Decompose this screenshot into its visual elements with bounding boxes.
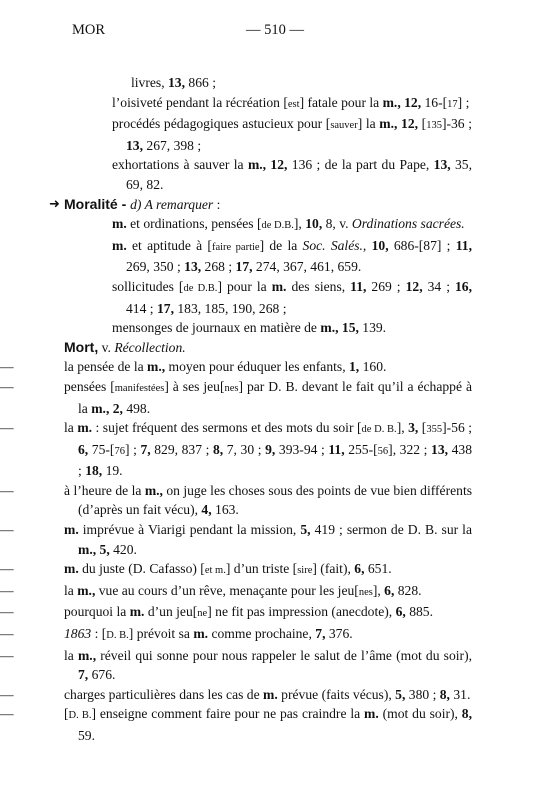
- text-segment: m.: [263, 686, 278, 702]
- text-segment: 1863: [64, 626, 92, 642]
- index-subentry: [0, 481, 473, 520]
- text-segment: 8,: [461, 706, 472, 722]
- text-segment: charges particulières dans les cas de: [64, 686, 264, 702]
- text-segment: à l’heure de la: [64, 482, 145, 498]
- text-segment: on juge les choses sous des points de vue bien différents (d’après un fait vécu),: [78, 482, 473, 518]
- text-segment: v.: [98, 339, 115, 355]
- text-segment: 10,: [305, 216, 323, 232]
- text-segment: ] de la: [259, 237, 303, 253]
- running-head: MOR: [72, 22, 106, 38]
- text-segment: ],: [372, 582, 385, 598]
- text-segment: sire: [297, 565, 313, 577]
- text-segment: procédés pédagogiques astucieux pour [: [112, 116, 331, 132]
- text-segment: 56: [377, 445, 389, 457]
- index-subentry: [0, 704, 472, 745]
- text-segment: l’oisiveté pendant la récréation [: [112, 94, 288, 110]
- text-segment: 686-[87] ;: [388, 237, 456, 253]
- text-segment: nes: [224, 382, 239, 394]
- text-segment: 498.: [122, 400, 151, 416]
- text-segment: imprévue à Viarigi pendant la mission,: [78, 522, 301, 538]
- text-segment: sauver: [330, 120, 358, 132]
- text-segment: m.: [271, 278, 287, 294]
- text-segment: 9,: [265, 441, 276, 457]
- text-segment: 438 ;: [78, 441, 473, 479]
- text-segment: m.: [77, 420, 93, 436]
- text-segment: Soc. Salés.,: [302, 237, 367, 253]
- index-content: [0, 73, 538, 746]
- em-dash: —: [0, 647, 14, 663]
- text-segment: 16-[: [421, 94, 448, 110]
- text-segment: 75-[: [88, 441, 115, 457]
- text-segment: 160.: [359, 359, 387, 375]
- text-segment: Mort,: [64, 338, 99, 355]
- text-segment: comme prochaine,: [208, 626, 316, 642]
- text-segment: 420.: [109, 541, 137, 557]
- text-segment: ],: [293, 216, 306, 232]
- text-segment: 8, v.: [322, 216, 352, 232]
- text-segment: 419 ; sermon de D. B. sur la: [310, 522, 472, 538]
- text-segment: mensonges de journaux en matière de: [112, 320, 321, 336]
- text-segment: 12,: [405, 278, 423, 294]
- index-headword: [49, 195, 472, 215]
- text-segment: 17,: [156, 300, 174, 316]
- text-segment: m.: [129, 604, 145, 620]
- text-segment: ]-56 ;: [442, 420, 473, 436]
- text-segment: livres,: [131, 75, 168, 90]
- text-segment: ] ne fit pas impression (anecdote),: [207, 604, 396, 620]
- index-entry: [112, 277, 472, 318]
- index-subentry: [0, 357, 472, 377]
- index-subentry: [0, 559, 472, 581]
- index-subentry: [0, 685, 472, 705]
- text-segment: la: [64, 647, 78, 663]
- text-segment: ] ;: [124, 441, 141, 457]
- text-segment: 17: [447, 98, 458, 110]
- text-segment: ] fatale pour la: [299, 94, 383, 110]
- text-segment: 6,: [78, 441, 89, 457]
- text-segment: 7, 30 ;: [223, 441, 266, 457]
- text-segment: ], 322 ;: [388, 441, 432, 457]
- text-segment: :: [213, 196, 221, 212]
- text-segment: m., 12,: [379, 116, 419, 132]
- text-segment: Récollection.: [114, 339, 186, 355]
- text-segment: Moralité -: [64, 195, 131, 212]
- index-entry: [112, 155, 472, 194]
- text-segment: 13,: [433, 157, 451, 173]
- text-segment: vue au cours d’un rêve, menaçante pour les jeu[: [95, 582, 359, 598]
- text-segment: m.,: [77, 647, 97, 663]
- text-segment: 828.: [394, 582, 422, 598]
- text-segment: [: [418, 420, 427, 436]
- text-segment: m.,: [77, 582, 96, 598]
- page-header: [0, 22, 538, 42]
- text-segment: 8,: [439, 686, 450, 702]
- text-segment: 5,: [300, 522, 311, 538]
- text-segment: [: [64, 706, 69, 722]
- text-segment: ] la: [357, 116, 380, 132]
- text-segment: ]-36 ;: [441, 116, 472, 132]
- text-segment: m.,: [147, 359, 166, 375]
- text-segment: exhortations à sauver la: [112, 157, 248, 173]
- index-subentry: [0, 418, 473, 481]
- index-entry: [112, 214, 472, 236]
- text-segment: 7,: [140, 441, 151, 457]
- text-segment: 136 ; de la part du Pape,: [287, 157, 434, 173]
- text-segment: prévue (faits vécus),: [277, 686, 396, 702]
- index-subentry: [0, 520, 472, 559]
- text-segment: et m.: [204, 565, 226, 577]
- text-segment: m., 15,: [320, 320, 359, 336]
- em-dash: —: [0, 420, 14, 436]
- text-segment: 267, 398 ;: [143, 137, 202, 153]
- text-segment: et aptitude à [: [126, 237, 212, 253]
- text-segment: [: [418, 116, 427, 132]
- index-headword: [64, 338, 472, 358]
- text-segment: 6,: [384, 582, 395, 598]
- text-segment: de D.B.: [183, 282, 218, 294]
- text-segment: 7,: [78, 667, 89, 683]
- text-segment: ] pour la: [217, 278, 272, 294]
- text-segment: 11,: [328, 441, 345, 457]
- text-segment: est: [287, 98, 300, 110]
- text-segment: m.: [193, 626, 209, 642]
- text-segment: faire partie: [211, 241, 260, 253]
- index-entry: [112, 93, 472, 115]
- text-segment: D. B.: [106, 630, 129, 642]
- text-segment: ] d’un triste [: [225, 561, 298, 577]
- text-segment: 34 ;: [422, 278, 455, 294]
- text-segment: 35, 69, 82.: [126, 157, 473, 192]
- index-entry: [112, 318, 472, 338]
- text-segment: m.: [112, 216, 127, 232]
- text-segment: D. B.: [68, 710, 92, 722]
- em-dash: —: [0, 378, 14, 394]
- text-segment: 31.: [449, 686, 471, 702]
- text-segment: sollicitudes [: [112, 278, 184, 294]
- text-segment: manifestées: [114, 382, 165, 394]
- text-segment: 3,: [408, 420, 419, 436]
- em-dash: —: [0, 582, 14, 598]
- text-segment: 269 ;: [366, 278, 406, 294]
- text-segment: m., 5,: [78, 541, 110, 557]
- text-segment: d’un jeu[: [144, 604, 198, 620]
- text-segment: 17,: [235, 259, 253, 275]
- text-segment: 355: [426, 424, 443, 436]
- text-segment: 866 ;: [185, 75, 216, 90]
- text-segment: la pensée de la: [64, 359, 148, 375]
- index-entry: [112, 114, 472, 155]
- text-segment: de D. B.: [361, 424, 397, 436]
- text-segment: 18,: [85, 463, 103, 479]
- text-segment: moyen pour éduquer les enfants,: [165, 359, 349, 375]
- text-segment: pensées [: [64, 378, 115, 394]
- text-segment: ] prévoit sa: [128, 626, 194, 642]
- text-segment: 885.: [405, 604, 433, 620]
- em-dash: —: [0, 706, 14, 722]
- text-segment: 10,: [371, 237, 389, 253]
- text-segment: 13,: [184, 259, 202, 275]
- text-segment: 414 ;: [126, 300, 157, 316]
- text-segment: 376.: [325, 626, 353, 642]
- text-segment: 183, 185, 190, 268 ;: [173, 300, 287, 316]
- text-segment: 269, 350 ;: [126, 259, 185, 275]
- text-segment: 6,: [354, 561, 365, 577]
- text-segment: 163.: [211, 502, 239, 518]
- index-subentry: [0, 646, 472, 685]
- text-segment: des siens,: [286, 278, 351, 294]
- text-segment: ] ;: [457, 94, 470, 110]
- text-segment: 19.: [102, 463, 123, 479]
- text-segment: du juste (D. Cafasso) [: [78, 561, 205, 577]
- text-segment: ] enseigne comment faire pour ne pas craindre la: [91, 706, 365, 722]
- text-segment: m.: [64, 522, 79, 538]
- text-segment: 274, 367, 461, 659.: [252, 259, 362, 275]
- text-segment: m.,: [144, 482, 163, 498]
- text-segment: d) A remarquer: [130, 196, 214, 212]
- text-segment: 13,: [431, 441, 449, 457]
- em-dash: —: [0, 482, 14, 498]
- text-segment: : [: [91, 626, 107, 642]
- text-segment: ],: [396, 420, 409, 436]
- text-segment: m., 12,: [382, 94, 422, 110]
- em-dash: —: [0, 561, 14, 577]
- index-subentry: [0, 624, 472, 646]
- text-segment: 76: [114, 445, 125, 457]
- text-segment: m., 12,: [247, 157, 288, 173]
- index-subentry: [0, 377, 472, 418]
- text-segment: pourquoi la: [64, 604, 130, 620]
- page-number: — 510 —: [246, 22, 304, 38]
- text-segment: 676.: [88, 667, 116, 683]
- index-subentry: [0, 581, 472, 603]
- text-segment: 16,: [454, 278, 472, 294]
- text-segment: 4,: [201, 502, 212, 518]
- text-segment: de D.B.: [261, 220, 294, 232]
- index-entry: [112, 236, 472, 277]
- em-dash: —: [0, 522, 14, 538]
- text-segment: 135: [426, 120, 442, 132]
- em-dash: —: [0, 604, 14, 620]
- em-dash: —: [0, 686, 14, 702]
- text-segment: 6,: [395, 604, 406, 620]
- index-subentry: [0, 602, 472, 624]
- text-segment: ] par D. B. devant le fait qu’il a échappé à la: [78, 378, 472, 416]
- text-segment: m.: [64, 561, 79, 577]
- text-segment: 7,: [315, 626, 326, 642]
- arrow-icon: ➜: [49, 196, 60, 212]
- text-segment: 8,: [212, 441, 224, 457]
- text-segment: 255-[: [344, 441, 378, 457]
- text-segment: m.: [112, 237, 127, 253]
- text-segment: 59.: [78, 728, 95, 743]
- text-segment: ] (fait),: [312, 561, 355, 577]
- text-segment: 11,: [350, 278, 367, 294]
- text-segment: la: [64, 420, 78, 436]
- text-segment: 11,: [455, 237, 472, 253]
- text-segment: 380 ;: [405, 686, 440, 702]
- text-segment: réveil qui sonne pour nous rappeler le salut de l’âme (mot du soir),: [96, 647, 472, 663]
- text-segment: (mot du soir),: [378, 706, 462, 722]
- text-segment: et ordinations, pensées [: [126, 216, 262, 232]
- text-segment: la: [64, 582, 78, 598]
- text-segment: 829, 837 ;: [150, 441, 213, 457]
- text-segment: ] à ses jeu[: [164, 378, 225, 394]
- text-segment: 13,: [168, 75, 185, 90]
- em-dash: —: [0, 626, 14, 642]
- text-segment: 651.: [364, 561, 392, 577]
- text-segment: 5,: [395, 686, 406, 702]
- text-segment: m.: [364, 706, 379, 722]
- text-segment: 139.: [358, 320, 387, 336]
- text-segment: Ordinations sacrées.: [351, 216, 465, 232]
- text-segment: ne: [197, 608, 208, 620]
- em-dash: —: [0, 359, 14, 375]
- text-segment: : sujet fréquent des sermons et des mots du soir [: [92, 420, 362, 436]
- index-entry: [131, 73, 458, 93]
- text-segment: nes: [358, 586, 373, 598]
- text-segment: 393-94 ;: [275, 441, 329, 457]
- text-segment: m., 2,: [91, 400, 123, 416]
- text-segment: 13,: [126, 137, 143, 153]
- text-segment: 1,: [349, 359, 360, 375]
- text-segment: 268 ;: [201, 259, 236, 275]
